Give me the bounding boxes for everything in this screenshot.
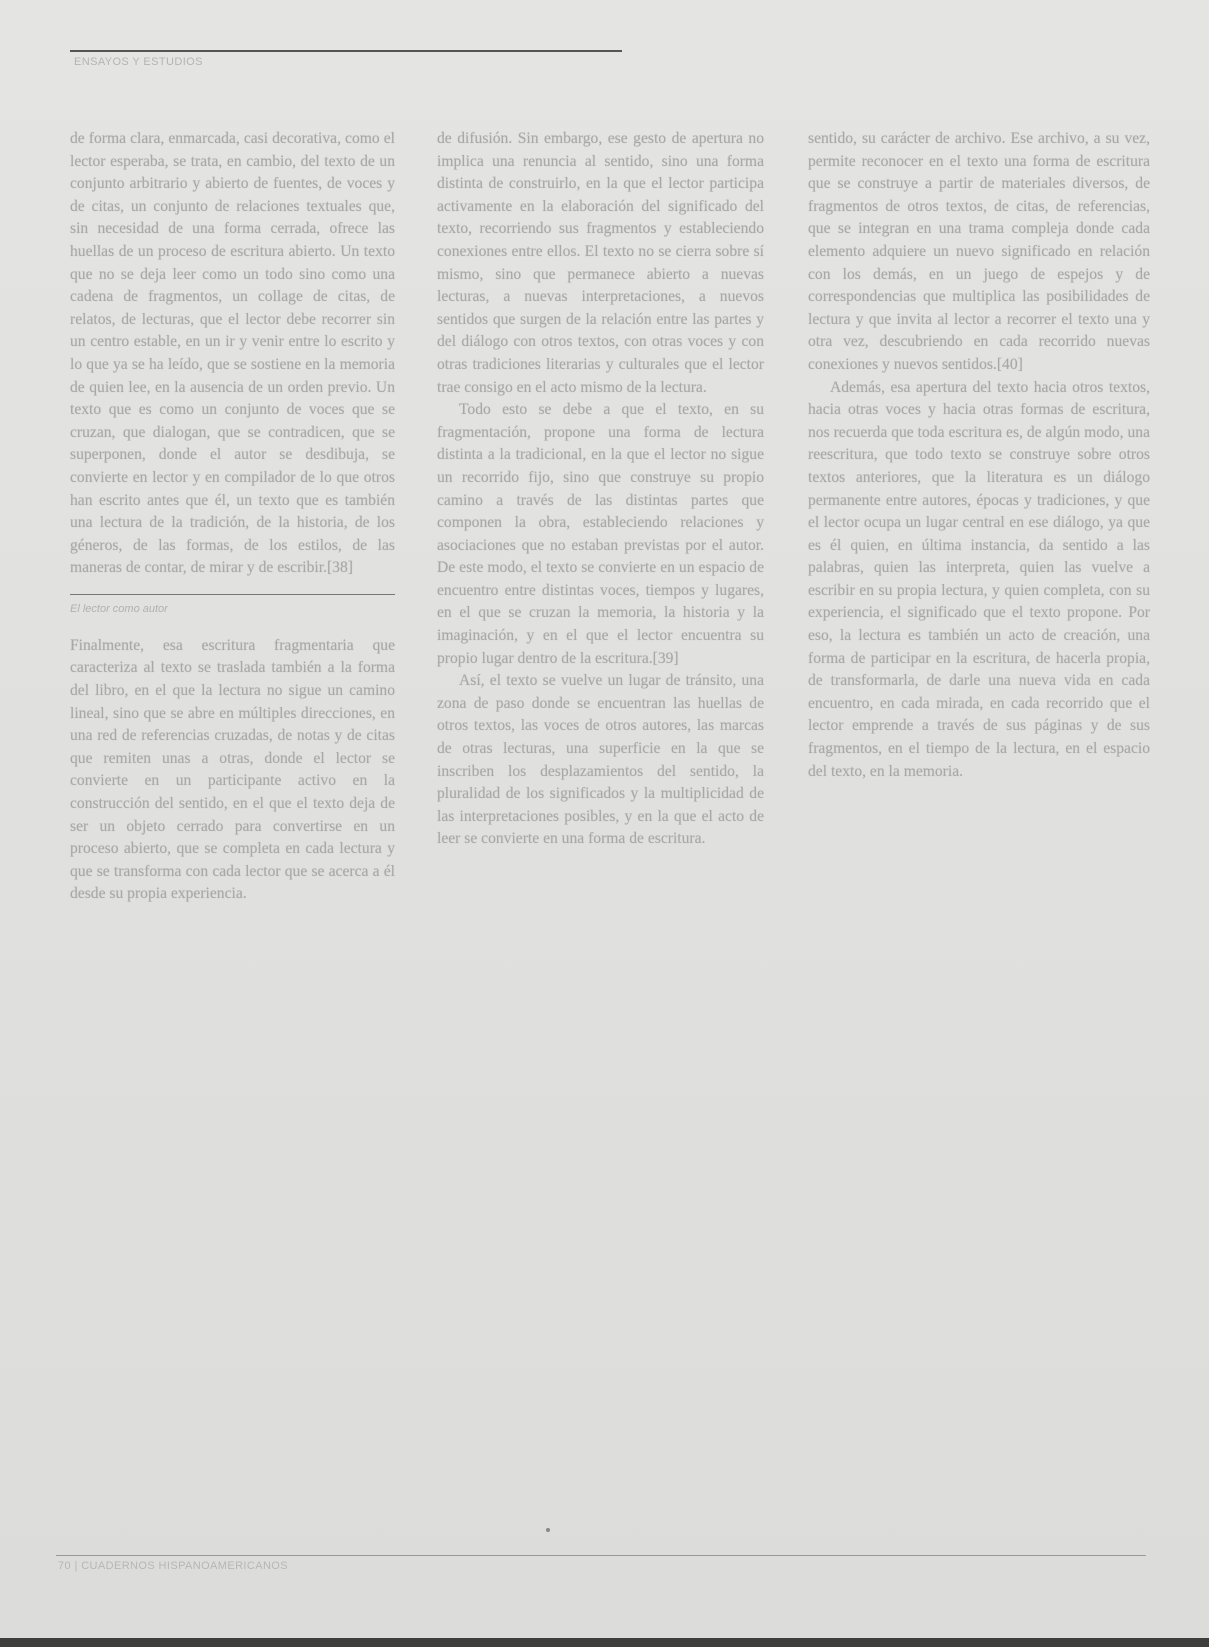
paragraph: Finalmente, esa escritura fragmentaria que caracteriza al texto se traslada también a la forma del libro, en el que la lectura no sigue un camino lineal, sino que se abre en múltiples direcciones, en una red de referencias cruzadas, de notas y de citas que remiten unas a otras, donde el lector se convierte en un participante activo en la construcción del sentido, en el que el texto deja de ser un objeto cerrado para convertirse en un proceso abierto, que se completa en cada lectura y que se transforma con cada lector que se acerca a él desde su propia experiencia. xyxy=(70,636,395,903)
paragraph: de difusión. Sin embargo, ese gesto de apertura no implica una renuncia al sentido, sino una forma distinta de construirlo, en la que el lector participa activamente en la elaboración del significado del texto, recorriendo sus fragmentos y estableciendo conexiones entre ellos. El texto no se cierra sobre sí mismo, sino que permanece abierto a nuevas lecturas, a nuevas interpretaciones, a nuevos sentidos que surgen de la relación entre las partes y del diálogo con otros textos, con otras voces y con otras tradiciones literarias y culturales que el lector trae consigo en el acto mismo de la lectura. xyxy=(437,130,764,396)
top-rule xyxy=(70,50,622,52)
section-rule xyxy=(70,594,395,595)
paragraph: Así, el texto se vuelve un lugar de tránsito, una zona de paso donde se encuentran las huellas de otros textos, las voces de otros autores, las marcas de otras lecturas, una superficie en la que se inscriben los desplazamientos del sentido, la pluralidad de los significados y la multiplicidad de las interpretaciones posibles, y en la que el acto de leer se convierte en una forma de escritura. xyxy=(437,672,764,848)
page-mark xyxy=(546,1528,550,1532)
paragraph: Todo esto se debe a que el texto, en su fragmentación, propone una forma de lectura distinta a la tradicional, en la que el lector no sigue un recorrido fijo, sino que construye su propio camino a través de las distintas partes que componen la obra, estableciendo relaciones y asociaciones que no estaban previstas por el autor. De este modo, el texto se convierte en un espacio de encuentro entre distintas voces, tiempos y lugares, en el que se cruzan la memoria, la historia y la imaginación, y en el que el lector encuentra su propio lugar dentro de la escritura.[39] xyxy=(437,401,764,667)
page-footer: 70 | CUADERNOS HISPANOAMERICANOS xyxy=(58,1560,288,1572)
section-title: El lector como autor xyxy=(70,602,168,615)
paragraph: de forma clara, enmarcada, casi decorativa, como el lector esperaba, se trata, en cambio, del texto de un conjunto arbitrario y abierto de fuentes, de voces y de citas, un conjunto de relaciones textuales que, sin necesidad de una forma cerrada, ofrece las huellas de un proceso de escritura abierto. Un texto que no se deja leer como un todo sino como una cadena de fragmentos, un collage de citas, de relatos, de lecturas, que el lector debe recorrer sin un centro estable, en un ir y venir entre lo escrito y lo que ya se ha leído, que se sostiene en la memoria de quien lee, en la ausencia de un orden previo. Un texto que es como un conjunto de voces que se cruzan, que dialogan, que se contradicen, que se superponen, donde el autor se desdibuja, se convierte en lector y en compilador de lo que otros han escrito antes que él, un texto que es también una lectura de la tradición, de la historia, de los géneros, de las formas, de los estilos, de las maneras de contar, de mirar y de escribir.[38] xyxy=(70,130,395,577)
column-1 xyxy=(70,128,395,906)
scan-edge xyxy=(0,1638,1209,1647)
paragraph: Además, esa apertura del texto hacia otros textos, hacia otras voces y hacia otras formas de escritura, nos recuerda que toda escritura es, de algún modo, una reescritura, que todo texto se construye sobre otros textos anteriores, que la literatura es un diálogo permanente entre autores, épocas y tradiciones, y que el lector ocupa un lugar central en ese diálogo, ya que es él quien, en última instancia, da sentido a las palabras, quien las interpreta, quien las vuelve a escribir en su propia lectura, y quien completa, con su experiencia, el significado que el texto propone. Por eso, la lectura es también un acto de creación, una forma de participar en la escritura, de hacerla propia, de transformarla, de darle una nueva vida en cada encuentro, en cada mirada, en cada recorrido que el lector emprende a través de sus páginas y de sus fragmentos, en el tiempo de la lectura, en el espacio del texto, en la memoria. xyxy=(808,378,1150,780)
running-head: ENSAYOS Y ESTUDIOS xyxy=(74,56,203,68)
paragraph: sentido, su carácter de archivo. Ese archivo, a su vez, permite reconocer en el texto una forma de escritura que se construye a partir de materiales diversos, de fragmentos de otros textos, de citas, de referencias, que se integran en una trama compleja donde cada elemento adquiere un nuevo significado en relación con los demás, en un juego de espejos y de correspondencias que multiplica las posibilidades de lectura y que invita al lector a recorrer el texto una y otra vez, descubriendo en cada recorrido nuevas conexiones y nuevos sentidos.[40] xyxy=(808,130,1150,373)
bottom-rule xyxy=(56,1555,1146,1556)
column-3 xyxy=(808,128,1150,783)
column-2 xyxy=(437,128,764,851)
